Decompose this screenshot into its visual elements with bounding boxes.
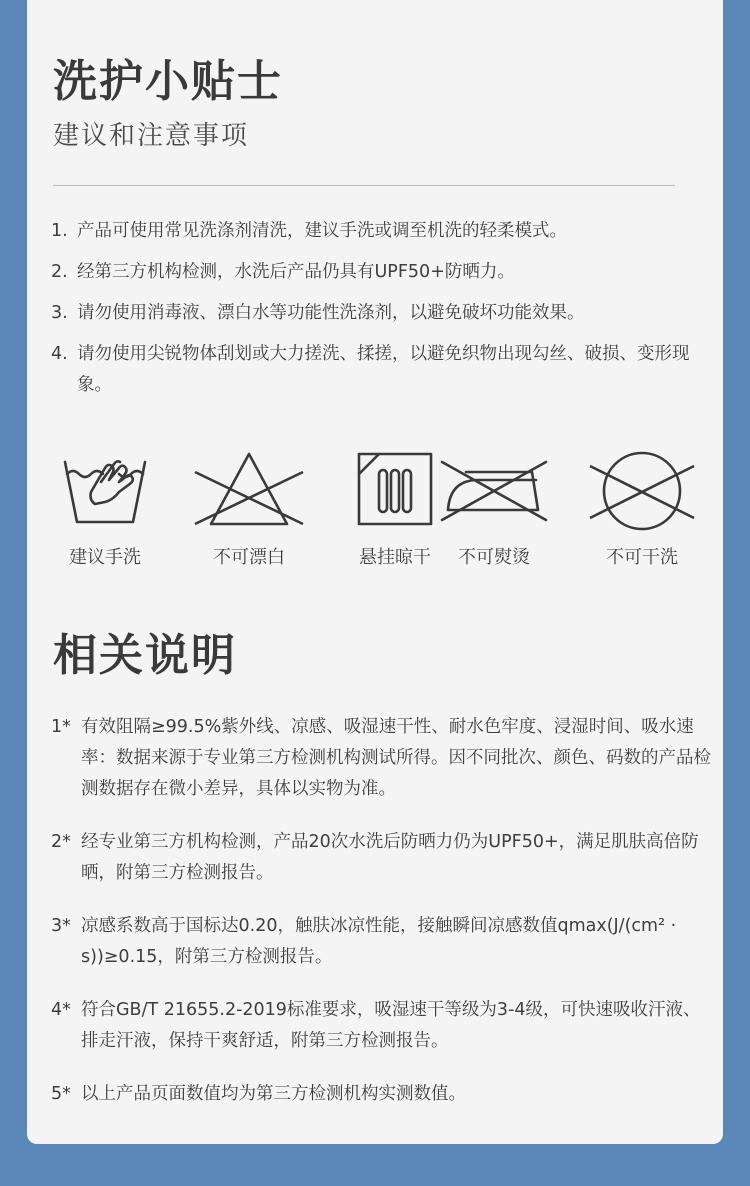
- item-number: 1.: [51, 221, 68, 241]
- list-item: [51, 827, 711, 889]
- list-item: [51, 216, 711, 247]
- content-card: [27, 0, 723, 1144]
- note-number: 3*: [51, 916, 71, 936]
- item-text: 经第三方机构检测，水洗后产品仍具有UPF50+防晒力。: [77, 262, 515, 282]
- no-dry-clean-icon: [584, 448, 700, 532]
- item-number: 2.: [51, 262, 68, 282]
- care-tips-title: 洗护小贴士: [53, 56, 283, 107]
- note-text: 经专业第三方机构检测，产品20次水洗后防晒力仍为UPF50+，满足肌肤高倍防晒，附第三方检测报告。: [81, 832, 699, 883]
- note-number: 2*: [51, 832, 71, 852]
- symbol-label: 悬挂晾干: [359, 547, 431, 568]
- no-iron-icon: [436, 448, 552, 532]
- notes-title: 相关说明: [53, 630, 237, 681]
- note-text: 凉感系数高于国标达0.20，触肤冰凉性能，接触瞬间凉感数值qmax(J/(cm² · s))≥0.15，附第三方检测报告。: [81, 916, 677, 967]
- divider: [53, 185, 675, 186]
- symbol-label: 不可干洗: [606, 547, 678, 568]
- care-symbols: [27, 448, 723, 578]
- item-text: 请勿使用消毒液、漂白水等功能性洗涤剂，以避免破坏功能效果。: [77, 303, 585, 323]
- hand-wash-icon: [57, 448, 153, 532]
- item-number: 4.: [51, 344, 68, 364]
- note-text: 以上产品页面数值均为第三方检测机构实测数值。: [81, 1084, 466, 1104]
- symbol-label: 建议手洗: [69, 547, 141, 568]
- symbol-label: 不可漂白: [213, 547, 285, 568]
- item-text: 产品可使用常见洗涤剂清洗，建议手洗或调至机洗的轻柔模式。: [77, 221, 567, 241]
- list-item: [51, 339, 711, 401]
- note-number: 1*: [51, 717, 71, 737]
- list-item: [51, 712, 711, 805]
- symbol-label: 不可熨烫: [458, 547, 530, 568]
- symbol-hand-wash: [45, 448, 165, 568]
- no-bleach-icon: [191, 448, 307, 532]
- notes-list: [51, 712, 711, 1132]
- note-text: 符合GB/T 21655.2-2019标准要求，吸湿速干等级为3-4级，可快速吸收汗液、排走汗液，保持干爽舒适，附第三方检测报告。: [81, 1000, 701, 1051]
- note-number: 4*: [51, 1000, 71, 1020]
- list-item: [51, 298, 711, 329]
- care-tips-list: [51, 216, 711, 411]
- list-item: [51, 911, 711, 973]
- list-item: [51, 995, 711, 1057]
- symbol-no-bleach: [189, 448, 309, 568]
- item-number: 3.: [51, 303, 68, 323]
- note-text: 有效阻隔≥99.5%紫外线、凉感、吸湿速干性、耐水色牢度、浸湿时间、吸水速率：数据来源于专业第三方检测机构测试所得。因不同批次、颜色、码数的产品检测数据存在微小差异，具体以实物为准。: [81, 717, 711, 799]
- hang-dry-icon: [353, 448, 437, 532]
- list-item: [51, 257, 711, 288]
- note-number: 5*: [51, 1084, 71, 1104]
- symbol-no-iron: [434, 448, 554, 568]
- symbol-no-dry-clean: [582, 448, 702, 568]
- item-text: 请勿使用尖锐物体刮划或大力搓洗、揉搓，以避免织物出现勾丝、破损、变形现象。: [77, 344, 690, 395]
- care-tips-subtitle: 建议和注意事项: [53, 121, 250, 151]
- list-item: [51, 1079, 711, 1110]
